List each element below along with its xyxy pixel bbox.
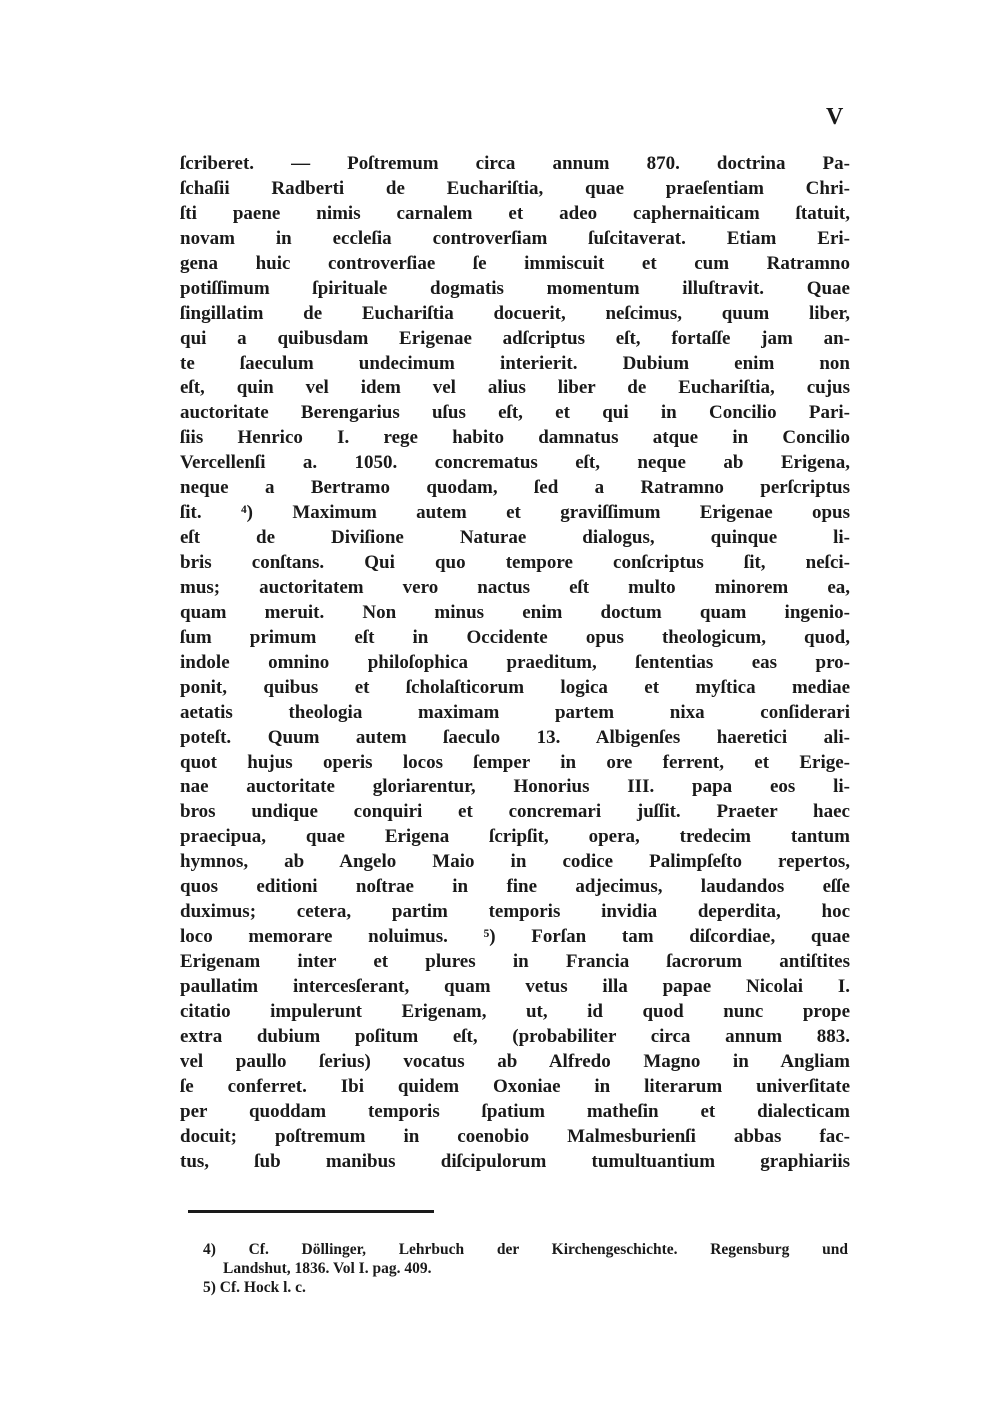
text-line: tus, ſub manibus diſcipulorum tumultuantium graphiariis [180,1150,850,1172]
text-line: ſe conferret. Ibi quidem Oxoniae in literarum univerſitate [180,1075,850,1097]
text-line: nae auctoritate gloriarentur, Honorius III. papa eos li- [180,776,850,798]
text-line: mus; auctoritatem vero nactus eſt multo minorem ea, [180,576,850,598]
text-line: citatio impulerunt Erigenam, ut, id quod nunc prope [180,1000,850,1022]
text-line: aetatis theologia maximam partem nixa conſiderari [180,701,850,723]
text-line: ſti paene nimis carnalem et adeo caphernaiticam ſtatuit, [180,202,850,224]
text-line: Vercellenſi a. 1050. concrematus eſt, neque ab Erigena, [180,452,850,474]
text-line: gena huic controverſiae ſe immiscuit et cum Ratramno [180,252,850,274]
text-line: te ſaeculum undecimum interierit. Dubium enim non [180,352,850,374]
footnote-divider [188,1210,434,1213]
text-line: per quoddam temporis ſpatium matheſin et dialecticam [180,1100,850,1122]
text-line: quam meruit. Non minus enim doctum quam ingenio- [180,601,850,623]
text-line: vel paullo ſerius) vocatus ab Alfredo Magno in Angliam [180,1050,850,1072]
footnote-4-line-2: Landshut, 1836. Vol I. pag. 409. [223,1260,432,1277]
text-line: extra dubium poſitum eſt, (probabiliter circa annum 883. [180,1025,850,1047]
footnote-5: 5) Cf. Hock l. c. [203,1279,306,1296]
text-line: eſt de Diviſione Naturae dialogus, quinque li- [180,527,850,549]
footnote-4-line-1: 4) Cf. Döllinger, Lehrbuch der Kirchengeschichte. Regensburg und [203,1241,848,1258]
text-line: quos editioni noſtrae in fine adjecimus, laudandos eſſe [180,876,850,898]
body-text [180,152,850,1174]
text-line: bris conſtans. Qui quo tempore conſcriptus ſit, neſci- [180,552,850,573]
text-line: poteſt. Quum autem ſaeculo 13. Albigenſes haeretici ali- [180,726,850,748]
text-line: ſiis Henrico I. rege habito damnatus atque in Concilio [180,427,850,449]
text-line: paullatim intercesſerant, quam vetus illa papae Nicolai I. [180,975,850,997]
text-line: ponit, quibus et ſcholaſticorum logica et myſtica mediae [180,676,850,698]
text-line: potiſſimum ſpirituale dogmatis momentum illuſtravit. Quae [180,277,850,299]
text-line: quot hujus operis locos ſemper in ore ferrent, et Erige- [180,751,850,773]
text-line: ſingillatim de Euchariſtia docuerit, neſcimus, quum liber, [180,302,850,324]
text-line: ſcriberet. — Poſtremum circa annum 870. doctrina Pa- [180,153,850,174]
text-line: docuit; poſtremum in coenobio Malmesburienſi abbas fac- [180,1125,850,1147]
footnotes [203,1240,848,1297]
text-line: ſum primum eſt in Occidente opus theologicum, quod, [180,626,850,648]
text-line: indole omnino philoſophica praeditum, ſententias eas pro- [180,651,850,673]
text-line: loco memorare noluimus. ⁵) Forſan tam diſcordiae, quae [180,926,850,948]
text-line: novam in eccleſia controverſiam ſuſcitaverat. Etiam Eri- [180,227,850,249]
text-line: auctoritate Berengarius uſus eſt, et qui in Concilio Pari- [180,402,850,424]
text-line: praecipua, quae Erigena ſcripſit, opera, tredecim tantum [180,826,850,848]
text-line: ſchaſii Radberti de Euchariſtia, quae praeſentiam Chri- [180,177,850,199]
text-line: ſit. ⁴) Maximum autem et graviſſimum Erigenae opus [180,502,850,524]
text-line: qui a quibusdam Erigenae adſcriptus eſt, fortaſſe jam an- [180,327,850,349]
text-line: hymnos, ab Angelo Maio in codice Palimpſeſto repertos, [180,851,850,873]
page-number: V [826,104,844,130]
text-line: duximus; cetera, partim temporis invidia deperdita, hoc [180,901,850,923]
text-line: bros undique conquiri et concremari juſſit. Praeter haec [180,801,850,823]
text-line: eſt, quin vel idem vel alius liber de Euchariſtia, cujus [180,377,850,399]
text-line: Erigenam inter et plures in Francia ſacrorum antiſtites [180,951,850,972]
text-line: neque a Bertramo quodam, ſed a Ratramno perſcriptus [180,477,850,499]
